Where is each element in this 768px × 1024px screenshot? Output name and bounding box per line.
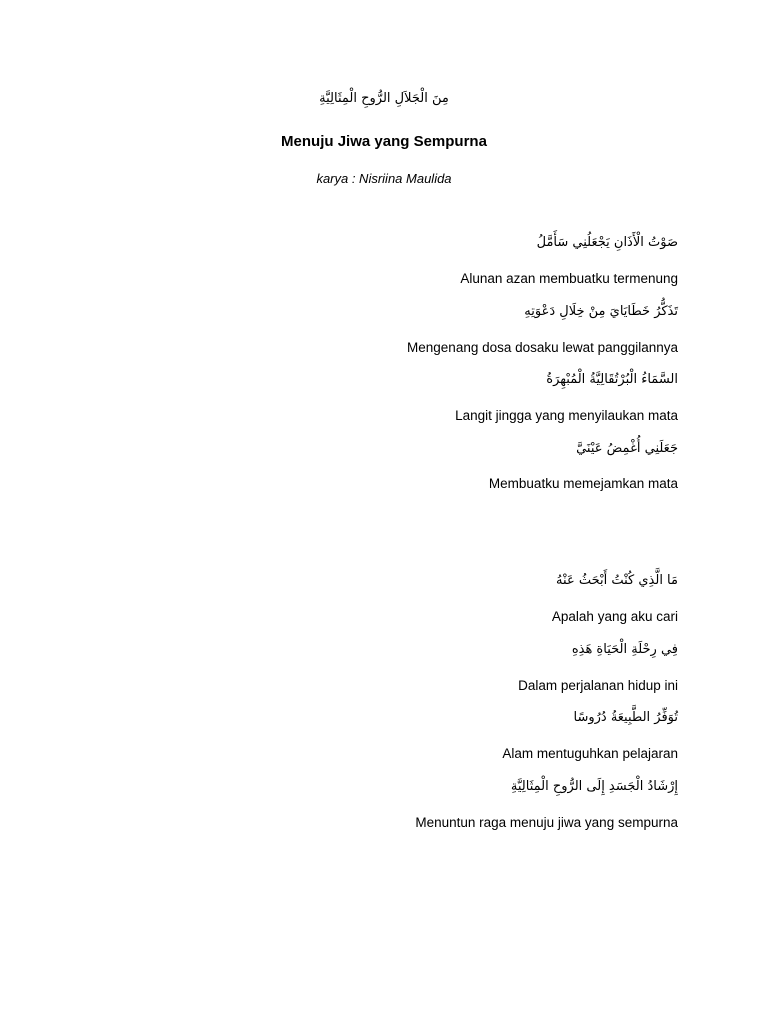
stanza1-line2-latin: Mengenang dosa dosaku lewat panggilannya	[407, 340, 678, 355]
stanza1-line1-latin: Alunan azan membuatku termenung	[460, 271, 678, 286]
title-arabic: مِنَ الْجَلاَلِ الرُّوحِ الْمِثَالِيَّةِ	[319, 91, 449, 106]
stanza1-line3-arabic: السَّمَاءُ الْبُرْتُقَالِيَّةُ الْمُبْهِرَةُ	[546, 372, 678, 387]
stanza2-line3-latin: Alam mentuguhkan pelajaran	[502, 746, 678, 761]
stanza2-line4-latin: Menuntun raga menuju jiwa yang sempurna	[415, 815, 678, 830]
stanza1-line1-arabic: صَوْتُ الْأَذَانِ يَجْعَلُنِي سَأَمَّلُ	[536, 235, 678, 250]
stanza2-line1-latin: Apalah yang aku cari	[551, 609, 678, 624]
poem-title: Menuju Jiwa yang Sempurna	[281, 133, 487, 150]
stanza1-line4-arabic: جَعَلَنِي أُغْمِضُ عَيْنَيَّ	[576, 441, 678, 456]
stanza1-line3-latin: Langit jingga yang menyilaukan mata	[455, 408, 678, 423]
stanza1-line2-arabic: تَذَكُّرُ خَطَايَايَ مِنْ خِلَالِ دَعْوَتِهِ	[524, 304, 678, 319]
stanza2-line1-arabic: مَا الَّذِي كُنْتُ أَبْحَثُ عَنْهُ	[556, 573, 678, 588]
stanza2-line2-latin: Dalam perjalanan hidup ini	[518, 678, 678, 693]
stanza1-line4-latin: Membuatku memejamkan mata	[488, 476, 678, 491]
stanza2-line4-arabic: إِرْشَادُ الْجَسَدِ إِلَى الرُّوحِ الْمِثَالِيَّةِ	[510, 779, 678, 794]
stanza2-line2-arabic: فِي رِحْلَةِ الْحَيَاةِ هَذِهِ	[571, 642, 678, 657]
stanza2-line3-arabic: تُوَفِّرُ الطَّبِيعَةُ دُرُوسًا	[573, 710, 678, 725]
poem-author: karya : Nisriina Maulida	[316, 171, 452, 186]
